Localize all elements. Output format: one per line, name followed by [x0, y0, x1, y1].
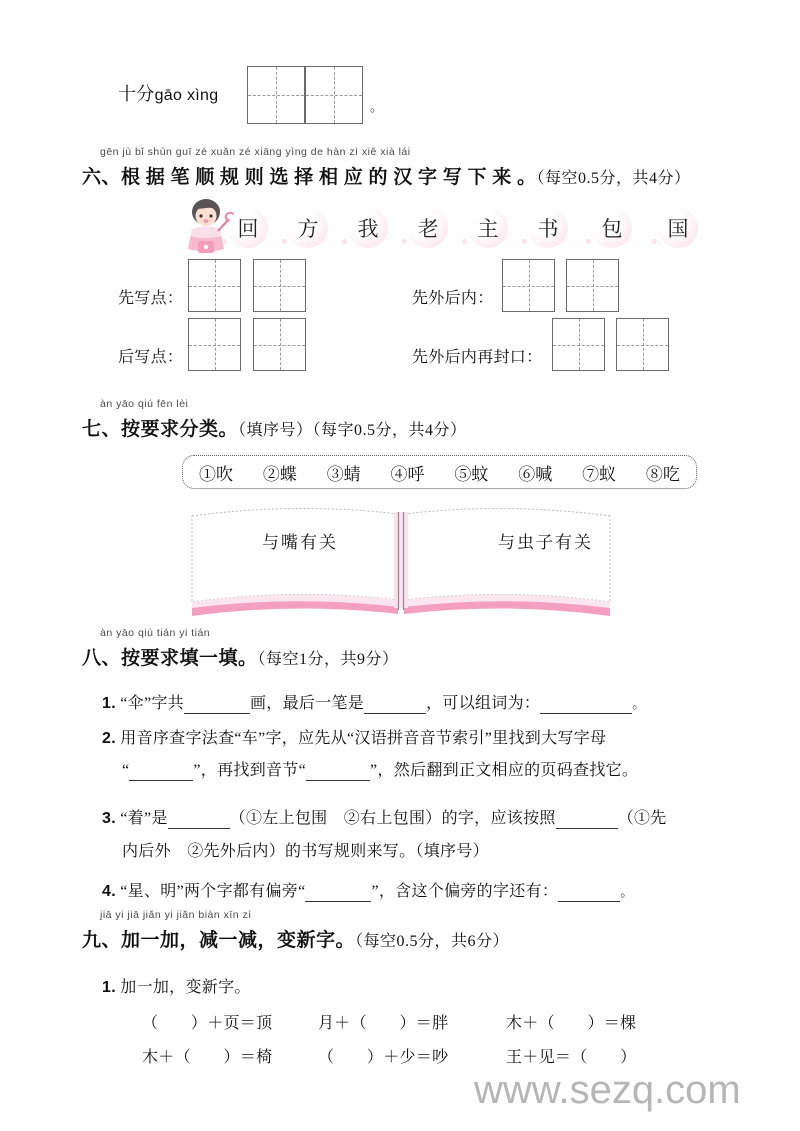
carryover-period: 。 — [370, 99, 384, 114]
question-text: 加一加，变新字。 — [120, 979, 251, 996]
writing-box[interactable] — [247, 66, 305, 124]
answer-box[interactable] — [188, 259, 241, 312]
section7-title — [82, 414, 467, 441]
answer-box[interactable] — [502, 259, 555, 312]
section7-title-text: 七、按要求分类。 — [82, 419, 239, 440]
option-item[interactable]: ③蜻 — [326, 464, 361, 484]
question-number: 3. — [102, 810, 116, 827]
equation-item[interactable]: 月＋（ ）＝胖 — [318, 1015, 449, 1032]
section9-pinyin: jiā yi jiā jiǎn yi jiǎn biàn xīn zì — [100, 909, 252, 921]
bubble-char: 方 — [297, 217, 319, 241]
section6-title — [82, 162, 691, 189]
rule-label-outside-first: 先外后内： — [412, 290, 494, 307]
answer-blank[interactable] — [558, 883, 620, 902]
bubble-char: 老 — [417, 217, 439, 241]
answer-blank[interactable] — [168, 810, 230, 829]
question-text: ”，再找到音节“ — [193, 762, 307, 779]
question-text: （①先 — [617, 810, 667, 827]
open-book-graphic — [186, 500, 616, 620]
answer-blank[interactable] — [540, 695, 632, 714]
option-item[interactable]: ⑦蚁 — [582, 464, 617, 484]
section7-score: （填序号）（每字0.5分，共4分） — [238, 422, 467, 439]
section6-title-text: 六、根 据 笔 顺 规 则 选 择 相 应 的 汉 字 写 下 来 。 — [82, 167, 537, 188]
bubble-dot — [522, 239, 527, 244]
answer-blank[interactable] — [306, 762, 370, 781]
question-number: 4. — [102, 883, 116, 900]
character-bubble[interactable] — [658, 208, 698, 248]
question-number: 1. — [102, 979, 116, 996]
character-bubble[interactable] — [288, 208, 328, 248]
character-bubble[interactable] — [408, 208, 448, 248]
equation-item[interactable]: 木＋（ ）＝椅 — [142, 1049, 273, 1066]
bubble-char: 书 — [537, 217, 559, 241]
character-bubble[interactable] — [528, 208, 568, 248]
rule-label-first-dot: 先写点： — [118, 290, 184, 307]
answer-box[interactable] — [566, 259, 619, 312]
question-text: “着”是 — [120, 810, 168, 827]
bubble-dot — [342, 239, 347, 244]
answer-box[interactable] — [188, 318, 241, 371]
question-text: “星、明”两个字都有偏旁“ — [120, 883, 306, 900]
writing-box[interactable] — [305, 66, 363, 124]
question-text: “ — [122, 762, 130, 779]
section6-pinyin: gēn jù bǐ shùn guī zé xuǎn zé xiāng yìng de hàn zì xiě xià lái — [100, 146, 411, 158]
answer-box[interactable] — [253, 318, 306, 371]
option-item[interactable]: ①吹 — [199, 464, 233, 484]
question-8-1 — [102, 690, 646, 714]
equation-item[interactable]: （ ）＋页＝顶 — [142, 1015, 273, 1032]
rule-label-last-dot: 后写点： — [118, 349, 184, 366]
answer-blank[interactable] — [556, 810, 618, 829]
watermark: www.sezq.com — [474, 1068, 741, 1112]
character-bubble[interactable] — [468, 208, 508, 248]
character-bubble[interactable] — [228, 208, 268, 248]
bubble-char: 我 — [357, 217, 379, 241]
character-bubble[interactable] — [348, 208, 388, 248]
answer-blank[interactable] — [184, 695, 250, 714]
section8-score: （每空1分，共9分） — [257, 651, 399, 668]
option-item[interactable]: ⑤蚊 — [454, 464, 489, 484]
question-text: ，可以组词为： — [426, 695, 541, 712]
question-text: 画，最后一笔是 — [249, 695, 365, 712]
equation-item[interactable]: （ ）＋少＝吵 — [318, 1049, 449, 1066]
answer-box[interactable] — [552, 318, 605, 371]
bubble-dot — [652, 239, 657, 244]
answer-blank[interactable] — [364, 695, 426, 714]
question-text: ”，含这个偏旁的字还有： — [371, 883, 559, 900]
question-8-3-cont: 内后外 ②先外后内）的书写规则来写。（填序号） — [122, 843, 489, 860]
carryover-prefix: 十分 — [118, 84, 155, 104]
bubble-char: 国 — [667, 217, 689, 241]
question-text: （①左上包围 ②右上包围）的字，应该按照 — [229, 810, 556, 827]
bubble-dot — [462, 239, 467, 244]
options-box — [182, 455, 697, 489]
answer-box[interactable] — [253, 259, 306, 312]
carryover-pinyin: gāo xìng — [154, 87, 219, 104]
rule-label-outside-then-close: 先外后内再封口： — [412, 349, 543, 366]
question-8-4 — [102, 878, 634, 902]
question-text: 用音序查字法查“车”字，应先从“汉语拼音音节索引”里找到大写字母 — [120, 730, 607, 747]
bubble-char: 主 — [477, 217, 499, 241]
question-text: ”，然后翻到正文相应的页码查找它。 — [370, 762, 639, 779]
answer-blank[interactable] — [305, 883, 371, 902]
character-bubble[interactable] — [592, 208, 632, 248]
bubble-dot — [222, 239, 227, 244]
answer-blank[interactable] — [129, 762, 193, 781]
question-number: 2. — [102, 730, 116, 747]
section8-title — [82, 643, 399, 670]
question-8-3 — [102, 805, 667, 829]
bubble-dot — [402, 239, 407, 244]
book-left-label: 与嘴有关 — [262, 533, 338, 552]
question-8-2 — [102, 725, 606, 748]
question-9-1 — [102, 974, 251, 997]
question-8-2-cont — [122, 757, 638, 781]
carryover-line — [118, 80, 218, 106]
question-text: “伞”字共 — [120, 695, 184, 712]
equation-item[interactable]: 木＋（ ）＝棵 — [506, 1015, 637, 1032]
section6-score: （每空0.5分，共4分） — [536, 170, 691, 187]
question-text: 。 — [632, 696, 646, 711]
equation-item[interactable]: 王＋见＝（ ） — [506, 1049, 637, 1066]
option-item[interactable]: ②蝶 — [262, 464, 297, 484]
bubble-dot — [282, 239, 287, 244]
bubble-char: 包 — [601, 217, 623, 241]
option-item[interactable]: ⑥喊 — [518, 464, 553, 484]
section8-pinyin: àn yāo qiú tián yi tián — [100, 627, 211, 639]
question-text: 。 — [620, 884, 634, 899]
section9-title — [82, 925, 509, 952]
option-item[interactable]: ⑧吃 — [645, 464, 680, 484]
section8-title-text: 八、按要求填一填。 — [82, 648, 258, 669]
book-right-label: 与虫子有关 — [498, 533, 593, 552]
answer-box[interactable] — [616, 318, 669, 371]
bubble-char: 回 — [237, 217, 259, 241]
bubble-dot — [586, 239, 591, 244]
question-number: 1. — [102, 695, 116, 712]
option-item[interactable]: ④呼 — [390, 464, 425, 484]
section7-pinyin: àn yāo qiú fēn lèi — [100, 398, 189, 410]
girl-blowing-bubbles-illustration — [182, 197, 234, 257]
section9-score: （每空0.5分，共6分） — [355, 933, 510, 950]
section9-title-text: 九、加一加，减一减，变新字。 — [82, 930, 356, 951]
